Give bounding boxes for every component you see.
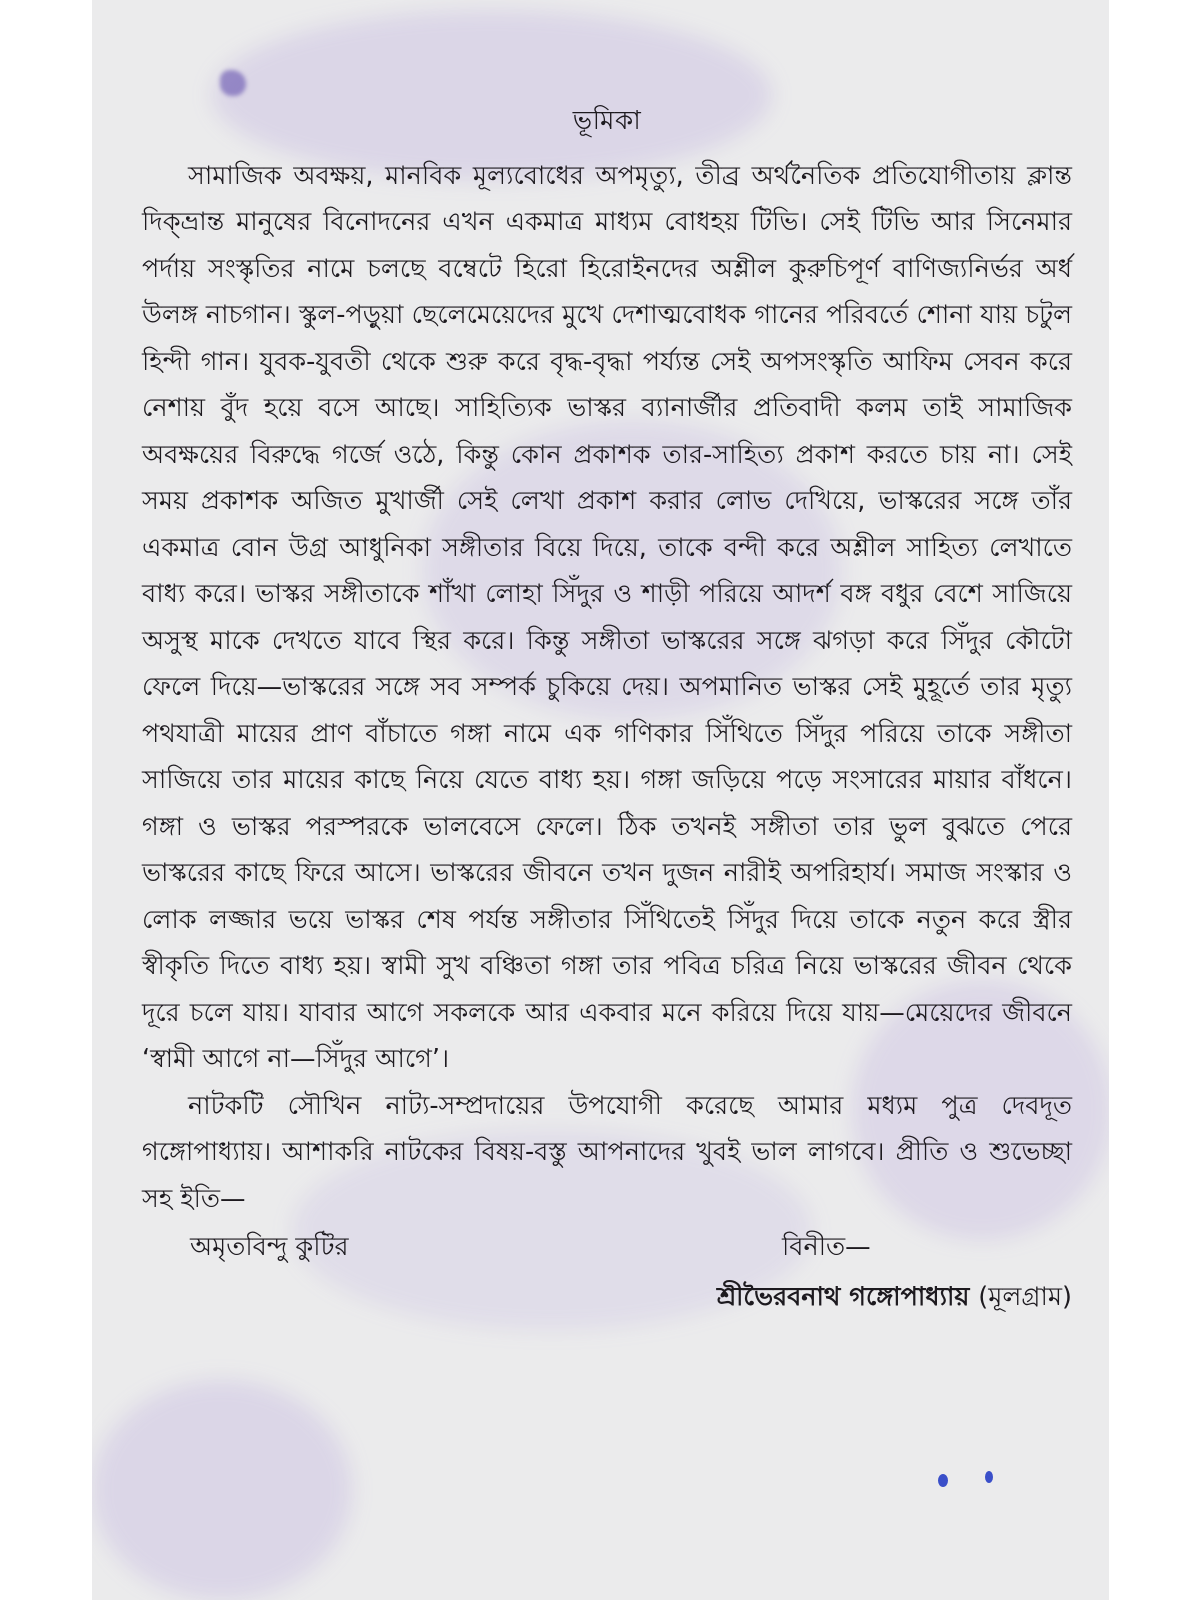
ink-spot (985, 1471, 993, 1483)
book-page (92, 0, 1109, 1600)
signoff-closing: বিনীত— (782, 1232, 871, 1262)
ink-stamp-smudge (92, 1380, 352, 1600)
document-body (142, 98, 1072, 1321)
ink-spot (938, 1474, 948, 1487)
author-signature (142, 1274, 1072, 1321)
body-paragraph: নাটকটি সৌখিন নাট্য-সম্প্রদায়ের উপযোগী করেছে আমার মধ্যম পুত্র দেবদূত গঙ্গোপাধ্যায়। আশাকরি নাটকের বিষয়-বস্তু আপনাদের খুবই ভাল লাগবে। প্রীতি ও শুভেচ্ছা সহ ইতি— (142, 1090, 1072, 1214)
page-title: ভূমিকা (572, 106, 642, 136)
body-paragraph: সামাজিক অবক্ষয়, মানবিক মূল্যবোধের অপমৃত্যু, তীব্র অর্থনৈতিক প্রতিযোগীতায় ক্লান্ত দিক্‌ভ্রান্ত মানুষের বিনোদনের এখন একমাত্র মাধ্যম বোধহয় টিভি। সেই টিভি আর সিনেমার পর্দায় সংস্কৃতির নামে চলছে বম্বেটে হিরো হিরোইনদের অশ্লীল কুরুচিপূর্ণ বাণিজ্যনির্ভর অর্ধ উলঙ্গ নাচগান। স্কুল-পড়ুয়া ছেলেমেয়েদের মুখে দেশাত্মবোধক গানের পরিবর্তে শোনা যায় চটুল হিন্দী গান। যুবক-যুবতী থেকে শুরু করে বৃদ্ধ-বৃদ্ধা পর্য্যন্ত সেই অপসংস্কৃতি আফিম সেবন করে নেশায় বুঁদ হয়ে বসে আছে। সাহিত্যিক ভাস্কর ব্যানার্জীর প্রতিবাদী কলম তাই সামাজিক অবক্ষয়ের বিরুদ্ধে গর্জে ওঠে, কিন্তু কোন প্রকাশক তার-সাহিত্য প্রকাশ করতে চায় না। সেই সময় প্রকাশক অজিত মুখার্জী সেই লেখা প্রকাশ করার লোভ দেখিয়ে, ভাস্করের সঙ্গে তাঁর একমাত্র বোন উগ্র আধুনিকা সঙ্গীতার বিয়ে দিয়ে, তাকে বন্দী করে অশ্লীল সাহিত্য লেখাতে বাধ্য করে। ভাস্কর সঙ্গীতাকে শাঁখা লোহা সিঁদুর ও শাড়ী পরিয়ে আদর্শ বঙ্গ বধুর বেশে সাজিয়ে অসুস্থ মাকে দেখতে যাবে স্থির করে। কিন্তু সঙ্গীতা ভাস্করের সঙ্গে ঝগড়া করে সিঁদুর কৌটো ফেলে দিয়ে—ভাস্করের সঙ্গে সব সম্পর্ক চুকিয়ে দেয়। অপমানিত ভাস্কর সেই মুহূর্তে তার মৃত্যু পথযাত্রী মায়ের প্রাণ বাঁচাতে গঙ্গা নামে এক গণিকার সিঁথিতে সিঁদুর পরিয়ে তাকে সঙ্গীতা সাজিয়ে তার মায়ের কাছে নিয়ে যেতে বাধ্য হয়। গঙ্গা জড়িয়ে পড়ে সংসারের মায়ার বাঁধনে। গঙ্গা ও ভাস্কর পরস্পরকে ভালবেসে ফেলে। ঠিক তখনই সঙ্গীতা তার ভুল বুঝতে পেরে ভাস্করের কাছে ফিরে আসে। ভাস্করের জীবনে তখন দুজন নারীই অপরিহার্য। সমাজ সংস্কার ও লোক লজ্জার ভয়ে ভাস্কর শেষ পর্যন্ত সঙ্গীতার সিঁথিতেই সিঁদুর দিয়ে তাকে নতুন করে স্ত্রীর স্বীকৃতি দিতে বাধ্য হয়। স্বামী সুখ বঞ্চিতা গঙ্গা তার পবিত্র চরিত্র নিয়ে ভাস্করের জীবন থেকে দূরে চলে যায়। যাবার আগে সকলকে আর একবার মনে করিয়ে দিয়ে যায়—মেয়েদের জীবনে ‘স্বামী আগে না—সিঁদুর আগে’। (142, 160, 1072, 1074)
signoff-place: অমৃতবিন্দু কুটির (190, 1232, 349, 1262)
author-location: (মূলগ্রাম) (978, 1282, 1072, 1312)
signoff-row (142, 1224, 1072, 1270)
author-name: শ্রীভৈরবনাথ গঙ্গোপাধ্যায় (716, 1282, 970, 1312)
ink-mark (220, 70, 246, 96)
